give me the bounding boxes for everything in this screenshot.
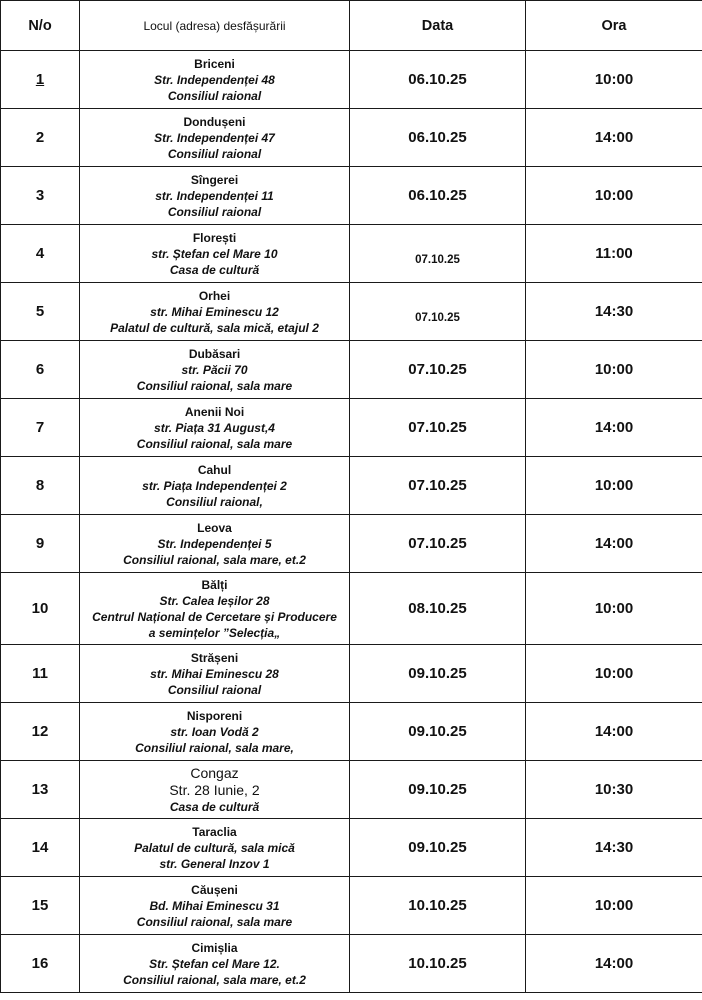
- table-row: [1, 819, 702, 877]
- location-street: Str. Independenței 47: [154, 130, 275, 145]
- row-number-text: 1: [35, 71, 45, 88]
- location-street: Str. Calea Ieșilor 28: [159, 593, 270, 608]
- table-row: [1, 761, 702, 819]
- row-time: 10:00: [526, 877, 702, 935]
- table-row: [1, 167, 702, 225]
- location-street: str. Independenței 11: [155, 188, 274, 203]
- header-date: Data: [350, 1, 526, 51]
- row-location: [80, 399, 350, 457]
- location-city: Căușeni: [191, 882, 238, 897]
- row-time: 14:30: [526, 283, 702, 341]
- row-number: 5: [1, 283, 80, 341]
- row-location: [80, 515, 350, 573]
- table-header-row: [1, 1, 702, 51]
- row-number: 9: [1, 515, 80, 573]
- location-city: Briceni: [194, 56, 235, 71]
- row-time: 10:00: [526, 645, 702, 703]
- row-date: 09.10.25: [350, 761, 526, 819]
- row-number: 3: [1, 167, 80, 225]
- location-street: str. Piața Independenței 2: [142, 478, 287, 493]
- row-location: [80, 341, 350, 399]
- location-venue: Casa de cultură: [169, 262, 260, 277]
- row-date: 10.10.25: [350, 877, 526, 935]
- table-row: [1, 225, 702, 283]
- location-street: str. Mihai Eminescu 12: [150, 304, 279, 319]
- row-time: 11:00: [526, 225, 702, 283]
- row-time: 14:00: [526, 515, 702, 573]
- row-location: [80, 703, 350, 761]
- row-time: 10:00: [526, 51, 702, 109]
- row-location: [80, 935, 350, 993]
- row-number: 4: [1, 225, 80, 283]
- table-row: [1, 283, 702, 341]
- location-city: Cahul: [197, 462, 232, 477]
- row-time: 10:30: [526, 761, 702, 819]
- location-city: Dubăsari: [188, 346, 241, 361]
- row-number: 11: [1, 645, 80, 703]
- row-time: 10:00: [526, 457, 702, 515]
- location-city: Taraclia: [192, 824, 237, 839]
- location-city: Florești: [192, 230, 237, 245]
- header-time: Ora: [526, 1, 702, 51]
- row-time: 10:00: [526, 167, 702, 225]
- row-time: 14:30: [526, 819, 702, 877]
- row-time: 14:00: [526, 703, 702, 761]
- row-time: 10:00: [526, 341, 702, 399]
- location-street: Str. Ștefan cel Mare 12.: [149, 956, 280, 971]
- location-street: str. Ioan Vodă 2: [170, 724, 259, 739]
- table-row: [1, 645, 702, 703]
- row-location: [80, 645, 350, 703]
- row-number: 10: [1, 573, 80, 645]
- table-row: [1, 515, 702, 573]
- location-venue: Consiliul raional, sala mare, et.2: [123, 972, 306, 987]
- location-street: str. Piața 31 August,4: [154, 420, 275, 435]
- row-time: 14:00: [526, 935, 702, 993]
- location-venue: Consiliul raional, sala mare: [136, 378, 293, 393]
- row-number: 12: [1, 703, 80, 761]
- row-location: [80, 761, 350, 819]
- row-location: [80, 573, 350, 645]
- table-row: [1, 109, 702, 167]
- location-venue: Consiliul raional: [167, 146, 262, 161]
- row-location: [80, 167, 350, 225]
- location-venue: Centrul Național de Cercetare și Producere: [92, 609, 337, 624]
- row-number: 13: [1, 761, 80, 819]
- row-date: 09.10.25: [350, 645, 526, 703]
- row-location: [80, 877, 350, 935]
- row-date: 07.10.25: [350, 515, 526, 573]
- row-time: 14:00: [526, 399, 702, 457]
- header-location: Locul (adresa) desfășurării: [80, 1, 350, 51]
- row-number: 16: [1, 935, 80, 993]
- location-venue: Palatul de cultură, sala mică: [134, 840, 295, 855]
- row-number: [1, 51, 80, 109]
- row-date: 07.10.25: [350, 399, 526, 457]
- location-city: Orhei: [198, 288, 231, 303]
- row-number: 7: [1, 399, 80, 457]
- location-venue: Consiliul raional, sala mare,: [135, 740, 294, 755]
- row-number: 2: [1, 109, 80, 167]
- row-number: 15: [1, 877, 80, 935]
- location-street: str. Ștefan cel Mare 10: [151, 246, 278, 261]
- location-venue: Palatul de cultură, sala mică, etajul 2: [110, 320, 319, 335]
- location-street: Str. 28 Iunie, 2: [169, 781, 260, 798]
- table-row: [1, 399, 702, 457]
- row-date: 07.10.25: [350, 341, 526, 399]
- row-date: 10.10.25: [350, 935, 526, 993]
- row-location: [80, 109, 350, 167]
- row-location: [80, 225, 350, 283]
- location-venue: Consiliul raional,: [166, 494, 263, 509]
- location-city: Cimișlia: [191, 940, 238, 955]
- table-row: [1, 703, 702, 761]
- table-row: [1, 935, 702, 993]
- location-city: Dondușeni: [183, 114, 246, 129]
- location-street: str. Păcii 70: [181, 362, 248, 377]
- row-date: 07.10.25: [350, 283, 526, 341]
- row-number: 6: [1, 341, 80, 399]
- location-city: Sîngerei: [190, 172, 239, 187]
- location-city: Strășeni: [190, 650, 239, 665]
- row-date: 06.10.25: [350, 51, 526, 109]
- location-city: Anenii Noi: [184, 404, 245, 419]
- row-location: [80, 819, 350, 877]
- row-number: 8: [1, 457, 80, 515]
- row-location: [80, 457, 350, 515]
- location-venue: Consiliul raional: [167, 682, 262, 697]
- location-city: Leova: [197, 520, 232, 535]
- row-time: 10:00: [526, 573, 702, 645]
- row-date: 09.10.25: [350, 703, 526, 761]
- table-row: [1, 457, 702, 515]
- header-number: N/o: [1, 1, 80, 51]
- location-venue: Consiliul raional, sala mare: [136, 436, 293, 451]
- location-city: Nisporeni: [186, 708, 243, 723]
- location-venue: Consiliul raional: [167, 204, 262, 219]
- location-street: str. General Inzov 1: [159, 856, 270, 871]
- location-venue-continued: a semințelor ”Selecția„: [148, 625, 281, 640]
- location-street: Bd. Mihai Eminescu 31: [149, 898, 280, 913]
- location-city: Bălți: [201, 577, 228, 592]
- location-venue: Consiliul raional, sala mare, et.2: [123, 552, 306, 567]
- row-date: 07.10.25: [350, 225, 526, 283]
- row-location: [80, 51, 350, 109]
- row-date: 08.10.25: [350, 573, 526, 645]
- table-row: [1, 877, 702, 935]
- table-row: [1, 341, 702, 399]
- table-row: [1, 573, 702, 645]
- location-street: Str. Independenței 5: [157, 536, 272, 551]
- table-row: [1, 51, 702, 109]
- row-date: 06.10.25: [350, 109, 526, 167]
- row-date: 06.10.25: [350, 167, 526, 225]
- location-venue: Consiliul raional, sala mare: [136, 914, 293, 929]
- location-street: Str. Independenței 48: [154, 72, 275, 87]
- row-date: 09.10.25: [350, 819, 526, 877]
- row-time: 14:00: [526, 109, 702, 167]
- row-date: 07.10.25: [350, 457, 526, 515]
- row-location: [80, 283, 350, 341]
- row-number: 14: [1, 819, 80, 877]
- location-venue: Consiliul raional: [167, 88, 262, 103]
- location-city: Congaz: [190, 764, 239, 781]
- location-street: str. Mihai Eminescu 28: [150, 666, 279, 681]
- location-venue: Casa de cultură: [169, 799, 260, 814]
